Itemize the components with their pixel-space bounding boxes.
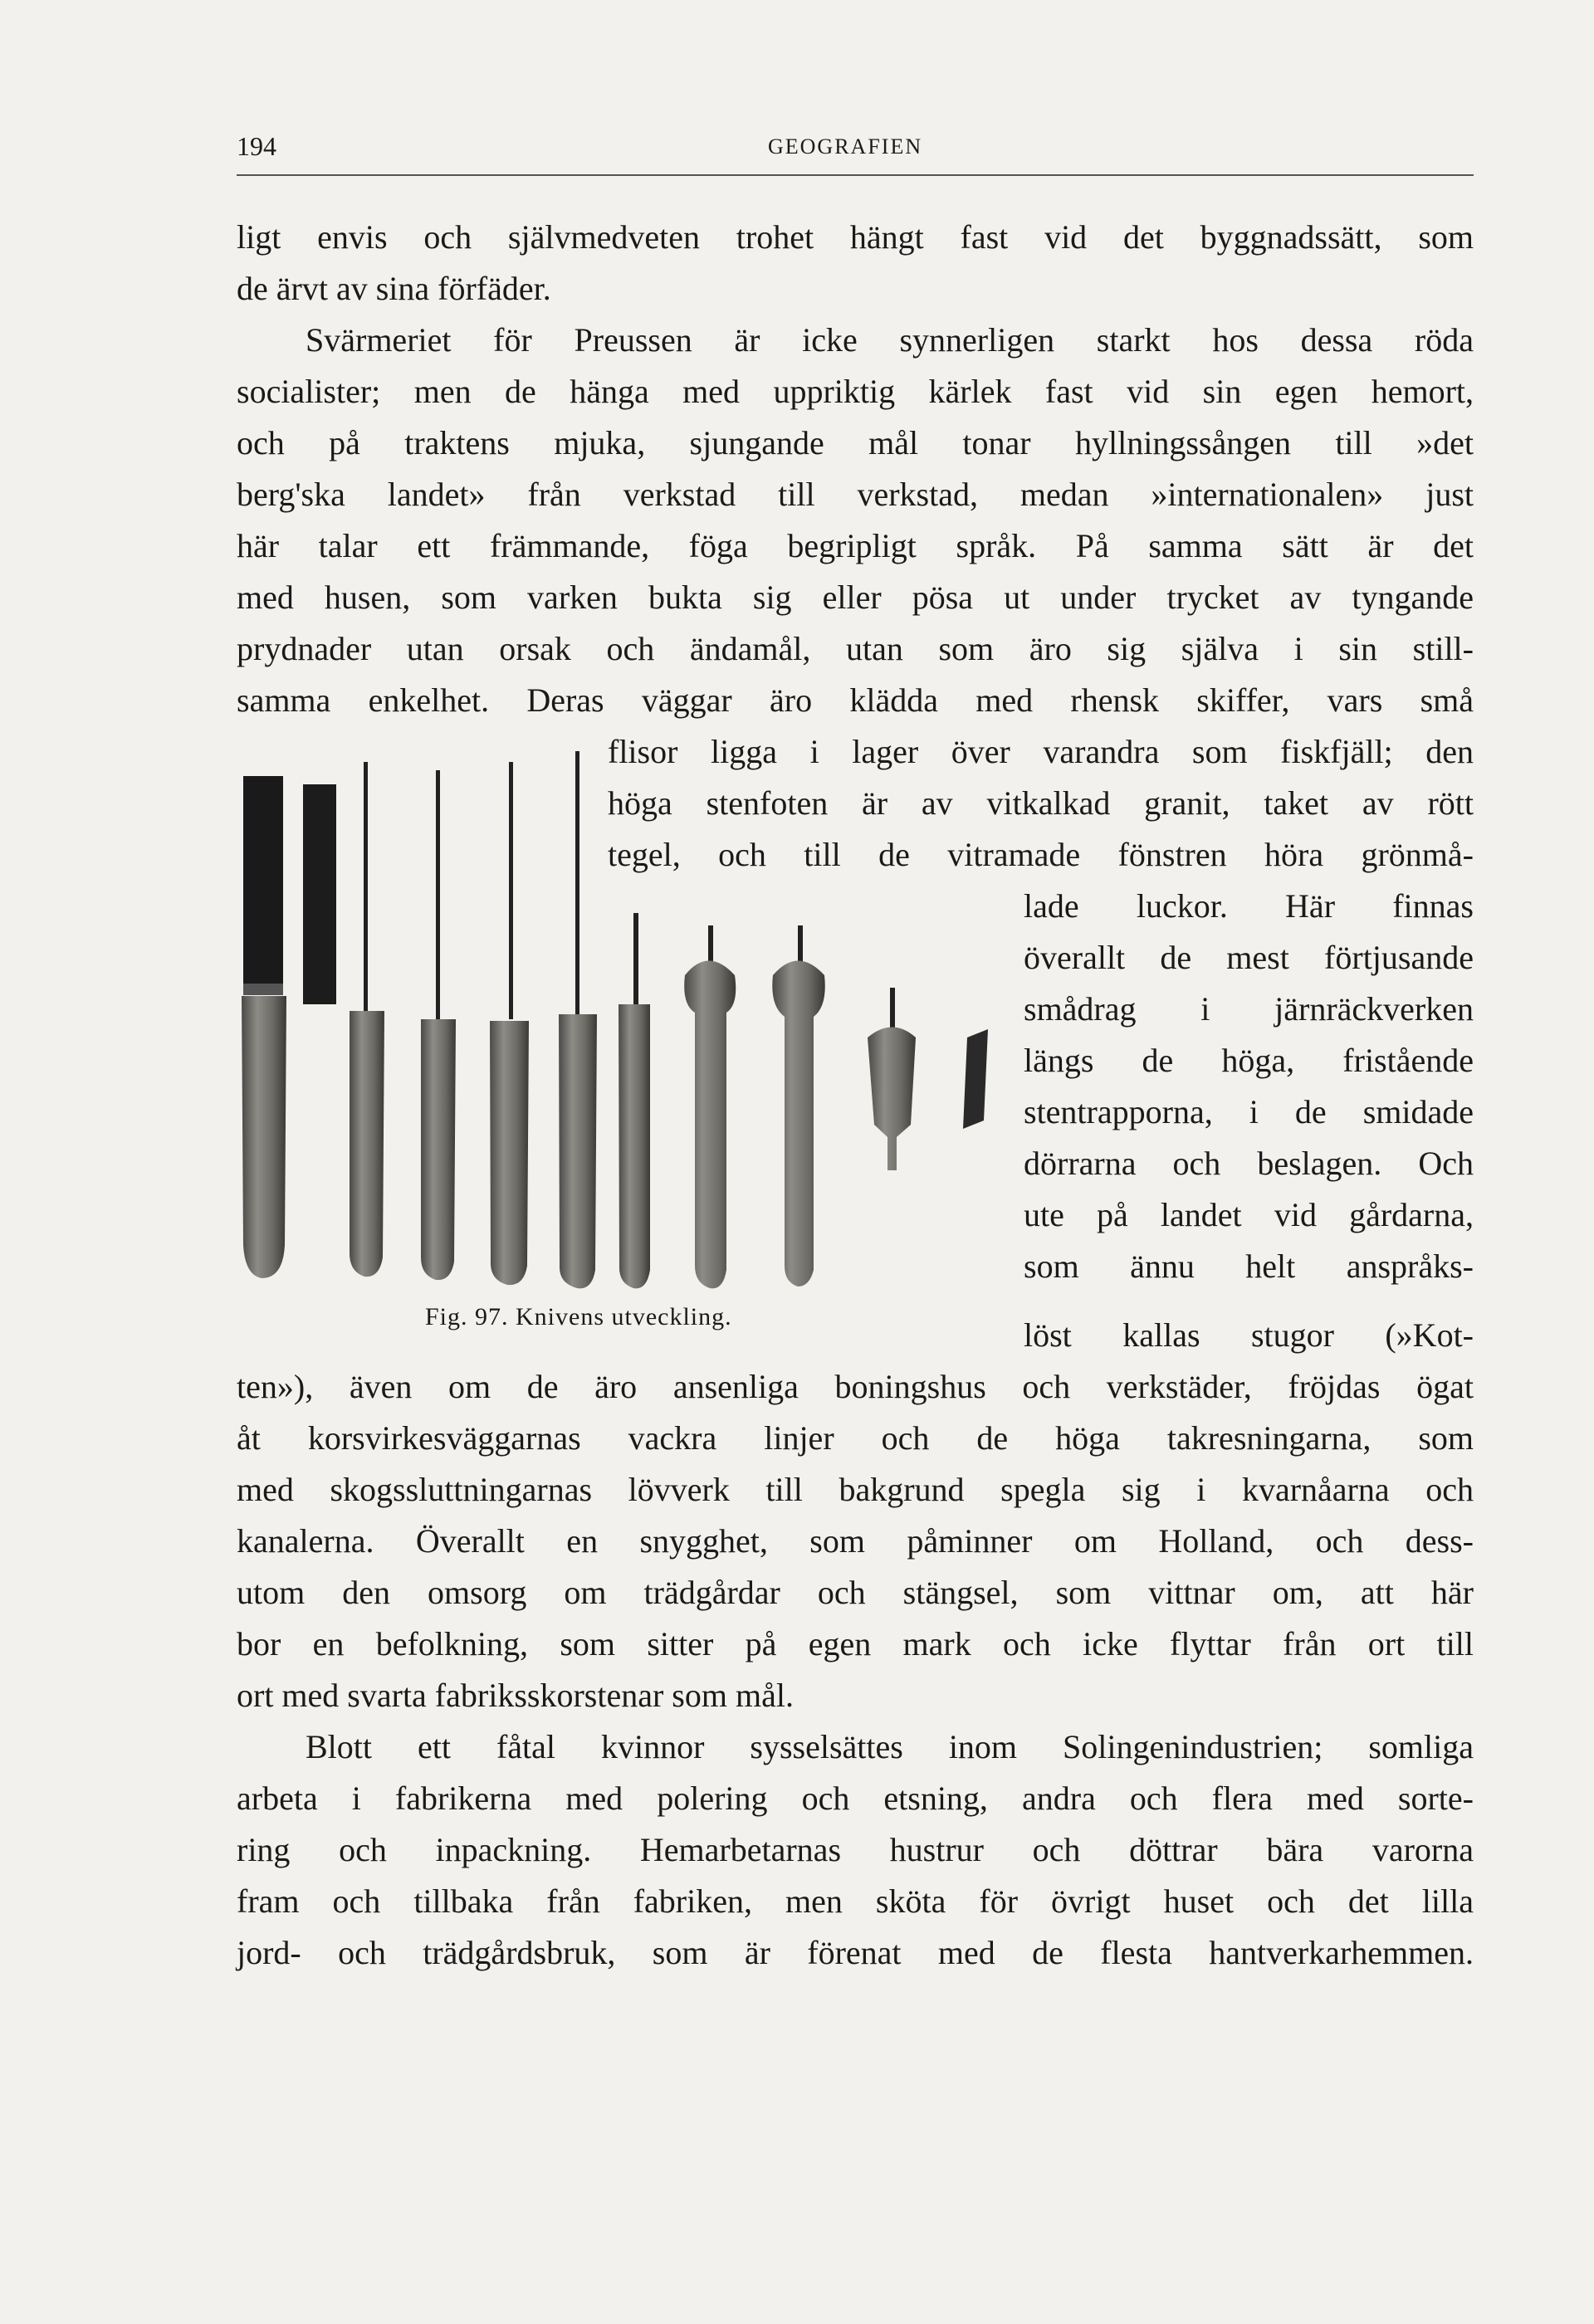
text-line: ring och inpackning. Hemarbetarnas hustrur och döttrar bära varorna bbox=[237, 1831, 1474, 1868]
text-line: här talar ett främmande, föga begripligt språk. På samma sätt är det bbox=[237, 527, 1474, 564]
knife-9 bbox=[772, 925, 824, 1286]
text-line: Svärmeriet för Preussen är icke synnerligen starkt hos dessa röda bbox=[306, 321, 1474, 359]
text-line: de ärvt av sina förfäder. bbox=[237, 270, 551, 307]
text-line: med husen, som varken bukta sig eller pösa ut under trycket av tyngande bbox=[237, 579, 1474, 616]
knife-4 bbox=[421, 770, 456, 1280]
page-header bbox=[237, 131, 1474, 176]
figure-caption: Fig. 97. Knivens utveckling. bbox=[425, 1303, 732, 1330]
knife-6 bbox=[559, 751, 597, 1288]
text-line: höga stenfoten är av vitkalkad granit, taket av rött bbox=[608, 784, 1474, 822]
text-line: ligt envis och självmedveten trohet hängt fast vid det byggnadssätt, som bbox=[237, 218, 1474, 256]
text-line: som ännu helt anspråks- bbox=[1024, 1247, 1474, 1285]
running-title: GEOGRAFIEN bbox=[768, 134, 923, 159]
text-line: ort med svarta fabriksskorstenar som mål. bbox=[237, 1677, 794, 1714]
text-line: stentrapporna, i de smidade bbox=[1024, 1093, 1474, 1130]
text-line: och på traktens mjuka, sjungande mål tonar hyllningssången till »det bbox=[237, 424, 1474, 461]
knife-8 bbox=[684, 925, 736, 1288]
text-line: löst kallas stugor (»Kot- bbox=[1024, 1316, 1474, 1354]
knife-1 bbox=[242, 776, 286, 1278]
text-line: längs de höga, fristående bbox=[1024, 1042, 1474, 1079]
text-line: överallt de mest förtjusande bbox=[1024, 939, 1474, 976]
text-line: med skogssluttningarnas lövverk till bakgrund spegla sig i kvarnåarna och bbox=[237, 1471, 1474, 1508]
text-line: berg'ska landet» från verkstad till verkstad, medan »internationalen» just bbox=[237, 476, 1474, 513]
text-line: fram och tillbaka från fabriken, men sköta för övrigt huset och det lilla bbox=[237, 1882, 1474, 1920]
knife-11 bbox=[963, 1029, 988, 1129]
knife-10 bbox=[868, 988, 916, 1170]
text-line: Blott ett fåtal kvinnor sysselsättes inom Solingenindustrien; somliga bbox=[306, 1728, 1474, 1765]
knife-5 bbox=[490, 762, 529, 1285]
text-line: dörrarna och beslagen. Och bbox=[1024, 1145, 1474, 1182]
knife-evolution-illustration bbox=[237, 747, 1017, 1345]
text-line: lade luckor. Här finnas bbox=[1024, 887, 1474, 925]
text-line: bor en befolkning, som sitter på egen mark och icke flyttar från ort till bbox=[237, 1625, 1474, 1662]
text-line: samma enkelhet. Deras väggar äro klädda med rhensk skiffer, vars små bbox=[237, 681, 1474, 719]
text-line: prydnader utan orsak och ändamål, utan som äro sig själva i sin still- bbox=[237, 630, 1474, 667]
knife-3 bbox=[350, 762, 384, 1277]
text-line: kanalerna. Överallt en snygghet, som påminner om Holland, och dess- bbox=[237, 1522, 1474, 1560]
knife-2 bbox=[303, 784, 336, 1004]
knife-7 bbox=[619, 913, 650, 1288]
text-line: flisor ligga i lager över varandra som fiskfjäll; den bbox=[608, 733, 1474, 770]
page-number: 194 bbox=[237, 131, 276, 161]
text-line: ten»), även om de äro ansenliga boningshus och verkstäder, fröjdas ögat bbox=[237, 1368, 1474, 1405]
text-line: ute på landet vid gårdarna, bbox=[1024, 1196, 1474, 1233]
text-line: socialister; men de hänga med uppriktig kärlek fast vid sin egen hemort, bbox=[237, 373, 1474, 410]
text-line: smådrag i järnräckverken bbox=[1024, 990, 1474, 1028]
text-line: arbeta i fabrikerna med polering och etsning, andra och flera med sorte- bbox=[237, 1780, 1474, 1817]
text-line: jord- och trädgårdsbruk, som är förenat med de flesta hantverkarhemmen. bbox=[237, 1934, 1474, 1971]
text-line: tegel, och till de vitramade fönstren höra grönmå- bbox=[608, 836, 1474, 873]
text-line: utom den omsorg om trädgårdar och stängsel, som vittnar om, att här bbox=[237, 1574, 1474, 1611]
text-line: åt korsvirkesväggarnas vackra linjer och de höga takresningarna, som bbox=[237, 1419, 1474, 1457]
